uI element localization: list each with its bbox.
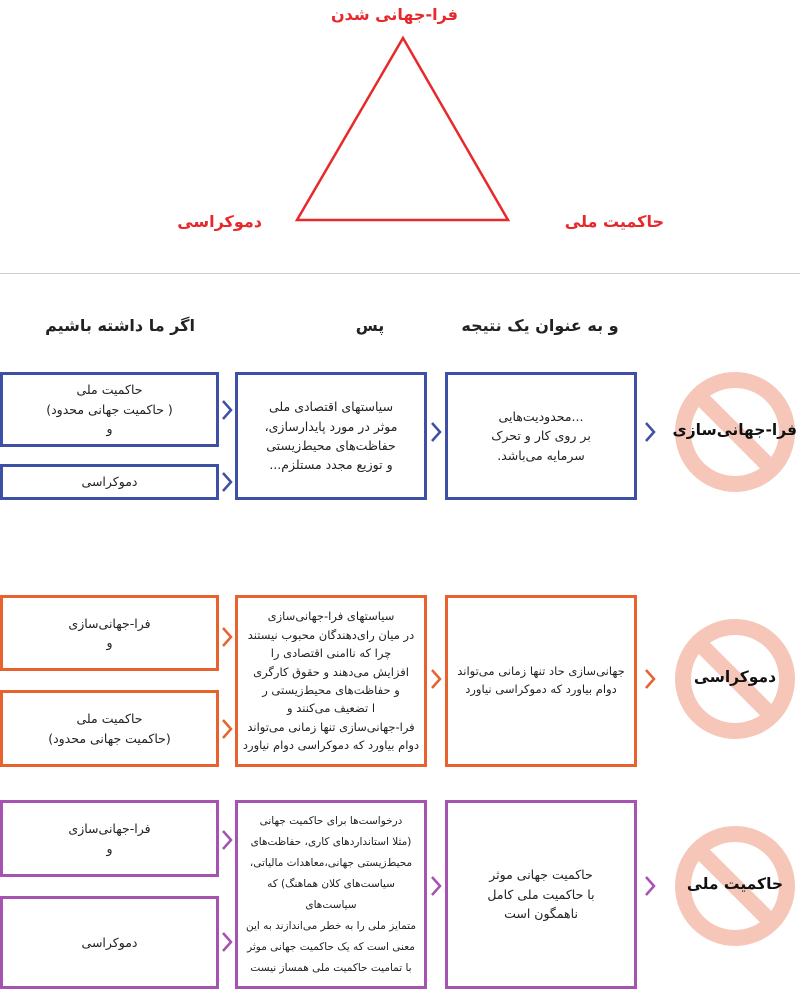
row2-then-box (235, 595, 427, 767)
triangle-top-label: فرا-جهانی شدن (330, 5, 458, 24)
divider (0, 273, 800, 274)
header-if-we-have: اگر ما داشته باشیم (45, 316, 195, 335)
row3-result-text: حاکمیت جهانی موثر با حاکمیت ملی کامل ناهمگون است (487, 867, 595, 922)
arrow-icon (643, 668, 657, 690)
row3-then-box (235, 800, 427, 989)
arrow-icon (220, 399, 234, 421)
row2-if-bottom-box (0, 690, 219, 767)
row1-result-text: ...محدودیت‌هایی بر روی کار و تحرک سرمایه می‌باشد. (491, 408, 591, 463)
header-then: پس (355, 316, 385, 335)
arrow-icon (220, 829, 234, 851)
row3-result-box (445, 800, 637, 989)
arrow-icon (220, 471, 234, 493)
row1-if-top-text: حاکمیت ملی ( حاکمیت جهانی محدود) و (46, 382, 173, 437)
row2-blocked-label: دموکراسی (693, 668, 777, 686)
row1-then-box (235, 372, 427, 500)
row2-result-box (445, 595, 637, 767)
trilemma-triangle (290, 30, 515, 225)
row3-if-bottom-box (0, 896, 219, 989)
row3-if-top-box (0, 800, 219, 877)
triangle-right-label: حاکمیت ملی (564, 212, 664, 231)
row2-if-bottom-text: حاکمیت ملی (حاکمیت جهانی محدود) (48, 711, 171, 746)
arrow-icon (220, 931, 234, 953)
row2-if-top-box (0, 595, 219, 671)
row2-then-text: سیاستهای فرا-جهانی‌سازی در میان رای‌دهندگان محبوب نیستند چرا که ناامنی اقتصادی را افزایش می‌دهند و حقوق کارگری و حفاظت‌های محیط‌زیستی ر ا تضعیف می‌کنند و فرا-جهانی‌سازی تنها زمانی می‌تواند دوام بیاورد که دموکراسی دوام نیاورد (242, 609, 420, 753)
arrow-icon (220, 718, 234, 740)
row3-if-top-text: فرا-جهانی‌سازی و (68, 821, 151, 856)
arrow-icon (643, 421, 657, 443)
arrow-icon (429, 668, 443, 690)
row1-if-top-box (0, 372, 219, 447)
row2-result-text: جهانی‌سازی حاد تنها زمانی می‌تواند دوام بیاورد که دموکراسی نیاورد (457, 664, 625, 696)
row1-if-bottom-box (0, 464, 219, 500)
row3-then-text: درخواست‌ها برای حاکمیت جهانی (مثلا استانداردهای کاری، حفاظت‌های محیط‌زیستی جهانی،معاهدات مالیاتی، سیاست‌های کلان هماهنگ) که سیاست‌های متمایز ملی را به خطر می‌اندازند به این معنی است که یک حاکمیت جهانی موثر با تمامیت حاکمیت ملی همساز نیست (246, 814, 416, 974)
row1-result-box (445, 372, 637, 500)
row2-if-top-text: فرا-جهانی‌سازی و (68, 615, 151, 650)
triangle-left-label: دموکراسی (177, 212, 262, 231)
row1-blocked-label: فرا-جهانی‌سازی (672, 421, 797, 439)
row3-if-bottom-text: دموکراسی (81, 934, 138, 950)
arrow-icon (643, 875, 657, 897)
header-as-result: و به عنوان یک نتیجه (461, 316, 619, 335)
row1-if-bottom-text: دموکراسی (81, 474, 138, 490)
row1-then-text: سیاستهای اقتصادی ملی موثر در مورد پایدارسازی، حفاظت‌های محیط‌زیستی و توزیع مجدد مستلزم... (264, 399, 398, 473)
arrow-icon (429, 875, 443, 897)
arrow-icon (220, 626, 234, 648)
arrow-icon (429, 421, 443, 443)
row3-blocked-label: حاکمیت ملی (686, 875, 784, 893)
